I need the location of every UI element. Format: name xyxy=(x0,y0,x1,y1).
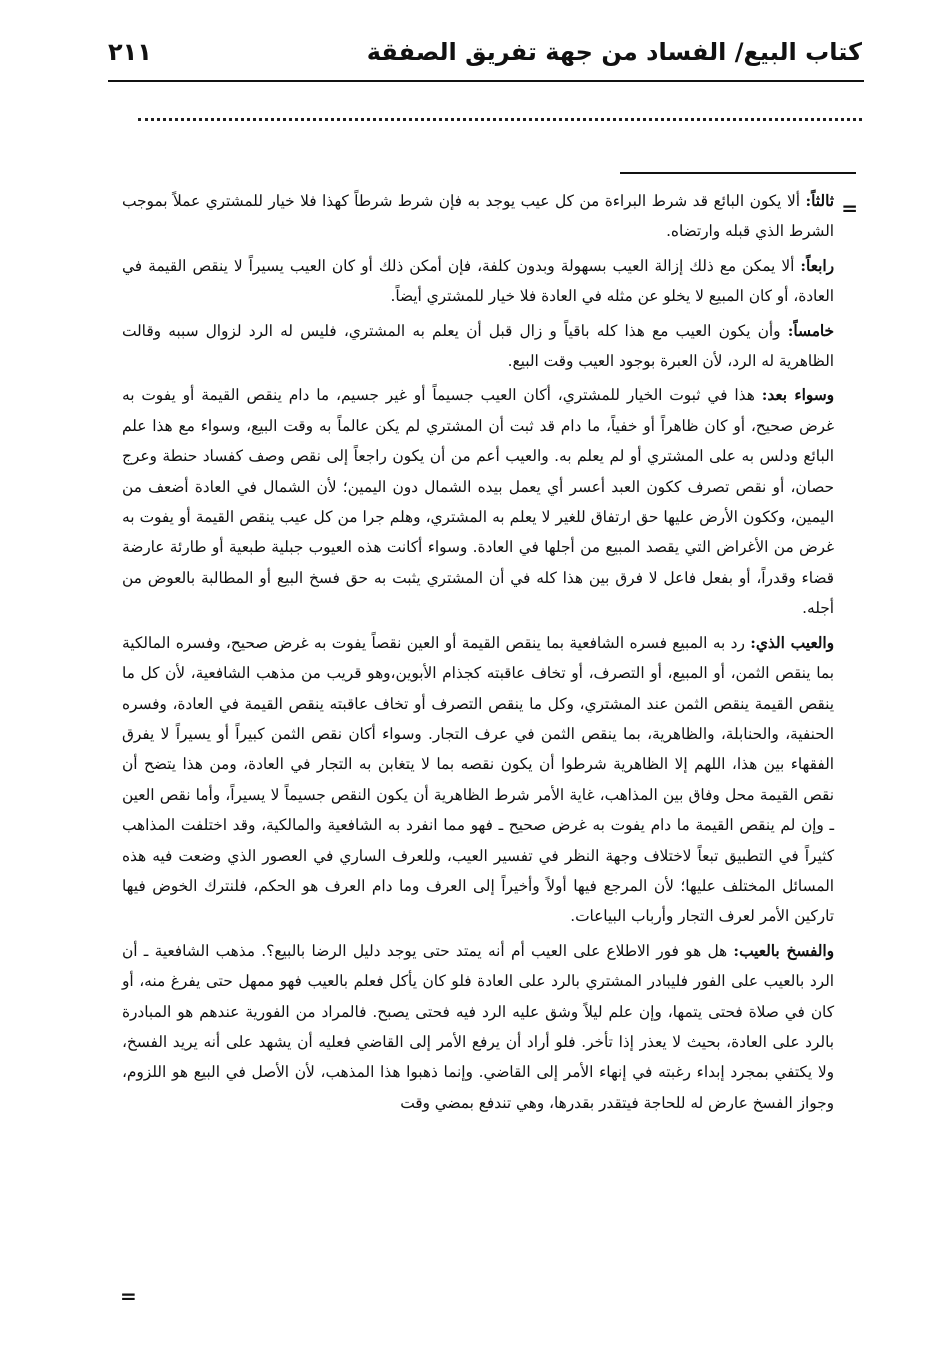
paragraph-text: هذا في ثبوت الخيار للمشتري، أكان العيب جسيماً أو غير جسيم، ما دام ينقص القيمة أو يفوت به غرض صحيح، أو كان ظاهراً أو خفياً، ما دام قد ثبت أن المشتري لم يكن عالماً به وقت البيع، وسواء مع هذا علم البائع ودلس به على المشتري أو لم يعلم به. والعيب أعم من أن يكون راجعاً إلى نقص وصف كفساد حنطة وعرج حصان، أو نقص تصرف ككون العبد أعسر أي يعمل بيده الشمال دون اليمين؛ لأن الشمال في العادة أضعف من اليمين، وككون الأرض عليها حق ارتفاق للغير لا يعلم به المشتري، وهلم جرا من كل عيب ينقص القيمة أو يفوت به غرض من الأغراض التي يقصد المبيع من أجلها في العادة. وسواء أكانت هذه العيوب جبلية طبعية أو طارئة عارضة قضاء وقدراً، أو بفعل فاعل لا فرق بين هذا كله في أن المشتري يثبت به حق فسخ البيع أو المطالبة بالعوض من أجله. xyxy=(122,386,834,618)
paragraph-text: ألا يكون البائع قد شرط البراءة من كل عيب يوجد به فإن شرط شرطاً كهذا فلا خيار للمشتري عملاً بموجب الشرط الذي قبله وارتضاه. xyxy=(122,192,834,241)
paragraph-lead: وسواء بعد: xyxy=(761,386,834,405)
dotted-separator xyxy=(138,118,862,121)
paragraph-defect-definition xyxy=(122,628,834,932)
page-number: ٢١١ xyxy=(108,38,152,66)
paragraph-fourth-condition xyxy=(122,251,834,312)
header-rule xyxy=(108,80,864,82)
paragraph-text: رد به المبيع فسره الشافعية بما ينقص القيمة أو العين نقصاً يفوت به غرض صحيح، وفسره المالكية بما ينقص الثمن، أو المبيع، أو التصرف، أو تخاف عاقبته كجذام الأبوين،وهو قريب من مذهب الشافعية، لأن كل ما ينقص القيمة ينقص الثمن عند المشتري، وكل ما ينقص التصرف أو تخاف عاقبته ينقص القيمة في العادة، وفسره الحنفية، والحنابلة، والظاهرية، بما ينقص الثمن في عرف التجار. وسواء أكان نقص الثمن كبيراً أو يسيراً لا يفرق الفقهاء بين هذا، اللهم إلا الظاهرية شرطوا أن يكون نقصه بما لا يتغابن به التجار في العادة، ومن هذا يتضح أن نقص القيمة محل وفاق بين المذاهب، غاية الأمر شرط الظاهرية أن يكون النقص جسيماً لا يسيراً، وأما نقص العين ـ وإن لم ينقص القيمة ما دام يفوت به غرض صحيح ـ فهو مما انفرد به الشافعية والمالكية، وقد اختلفت المذاهب كثيراً في التطبيق تبعاً لاختلاف وجهة النظر في تفسير العيب، وللعرف الساري في العصور الذي وضعت فيه هذه المسائل المختلف عليها؛ لأن المرجع فيها أولاً وأخيراً إلى العرف وما دام العرف هو الحكم، فلنترك الخوض فيها تاركين الأمر لعرف التجار وأرباب البياعات. xyxy=(122,633,834,926)
paragraph-text: وأن يكون العيب مع هذا كله باقياً و زال قبل أن يعلم به المشتري، فليس له الرد لزوال سببه وقالت الظاهرية له الرد، لأن العبرة بوجود العيب وقت البيع. xyxy=(122,321,834,371)
footnote-body xyxy=(122,186,834,1122)
paragraph-regardless xyxy=(122,380,834,623)
paragraph-third-condition xyxy=(122,186,834,247)
paragraph-lead: خامساً: xyxy=(787,321,834,340)
paragraph-lead: والعيب الذي: xyxy=(750,633,834,652)
book-title: كتاب البيع/ الفساد من جهة تفريق الصفقة xyxy=(366,38,862,66)
paragraph-text: ألا يمكن مع ذلك إزالة العيب بسهولة وبدون كلفة، فإن أمكن ذلك أو كان العيب يسيراً لا ينقص القيمة في العادة، أو كان المبيع لا يخلو عن مثله في العادة فلا خيار للمشتري أيضاً. xyxy=(122,256,834,306)
paragraph-lead: والفسخ بالعيب: xyxy=(733,941,834,960)
footnote-rule xyxy=(620,172,856,174)
paragraph-lead: ثالثاً: xyxy=(805,192,834,210)
running-header xyxy=(108,28,862,76)
paragraph-text: هل هو فور الاطلاع على العيب أم أنه يمتد حتى يوجد دليل الرضا بالبيع؟. مذهب الشافعية ـ أن الرد بالعيب على الفور فليبادر المشتري بالرد على العادة فلو كان يأكل فعلم بالعيب فهو ممهل حتى يفرغ منه، أو كان في صلاة فحتى يتمها، وإن علم ليلاً وشق عليه الرد فيه فحتى يصبح. فالمراد من الفورية عندهم هو المبادرة بالرد على العادة، بحيث لا يعذر إذا تأخر. فلو أراد أن يرفع الأمر إلى القاضي فعليه أن يشهد على أنه يريد الفسخ، ولا يكتفي بمجرد إبداء رغبته في إنهاء الأمر إلى القاضي. وإنما ذهبوا هذا المذهب، لأن الأصل في البيع هو اللزوم، وجواز الفسخ عارض له للحاجة فيتقدر بقدرها، وهي تندفع بمضي وقت xyxy=(122,941,834,1112)
end-continuation-mark: = xyxy=(120,1284,137,1308)
continuation-mark: = xyxy=(841,196,858,220)
paragraph-lead: رابعاً: xyxy=(800,256,834,275)
paragraph-rescission xyxy=(122,936,834,1118)
paragraph-fifth-condition xyxy=(122,316,834,377)
